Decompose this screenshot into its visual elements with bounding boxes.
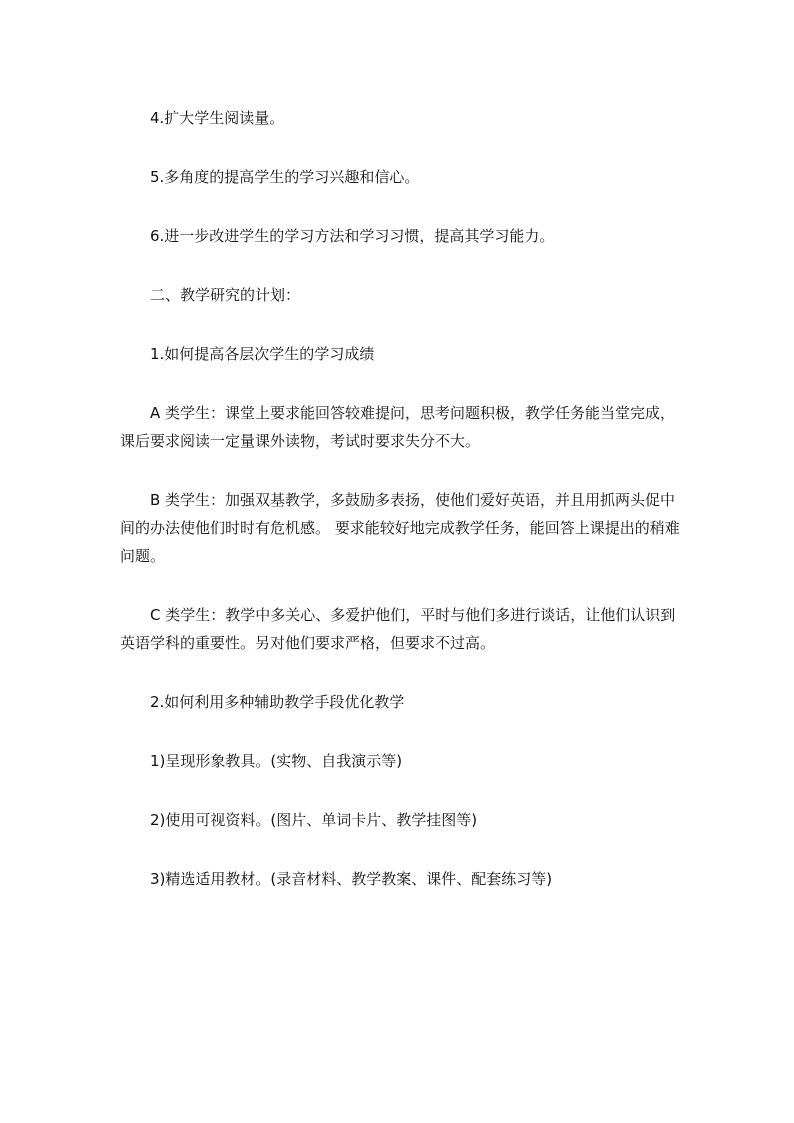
paragraph-item-6: 6.进一步改进学生的学习方法和学习习惯，提高其学习能力。 <box>150 227 555 245</box>
subheading-improve-scores: 1.如何提高各层次学生的学习成绩 <box>150 345 375 363</box>
paragraph-class-c: C 类学生：教学中多关心、多爱护他们，平时与他们多进行谈话，让他们认识到英语学科的重要性。另对他们要求严格，但要求不过高。 <box>120 606 676 652</box>
paragraph-class-b: B 类学生：加强双基教学，多鼓励多表扬，使他们爱好英语，并且用抓两头促中间的办法使他们时时有危机感。 要求能较好地完成教学任务，能回答上课提出的稍难问题。 <box>120 491 680 565</box>
document-body <box>120 104 680 893</box>
list-item-teaching-materials: 3)精选适用教材。(录音材料、教学教案、课件、配套练习等) <box>150 870 553 888</box>
section-heading-teaching-research: 二、教学研究的计划： <box>150 286 301 304</box>
list-item-visual-aids: 1)呈现形象教具。(实物、自我演示等) <box>150 752 403 770</box>
paragraph-class-a: A 类学生：课堂上要求能回答较难提问，思考问题积极，教学任务能当堂完成，课后要求阅读一定量课外读物，考试时要求失分不大。 <box>120 404 676 450</box>
paragraph-item-4: 4.扩大学生阅读量。 <box>150 109 285 127</box>
list-item-visual-materials: 2)使用可视资料。(图片、单词卡片、教学挂图等) <box>150 811 478 829</box>
subheading-teaching-aids: 2.如何利用多种辅助教学手段优化教学 <box>150 693 405 711</box>
paragraph-item-5: 5.多角度的提高学生的学习兴趣和信心。 <box>150 168 420 186</box>
